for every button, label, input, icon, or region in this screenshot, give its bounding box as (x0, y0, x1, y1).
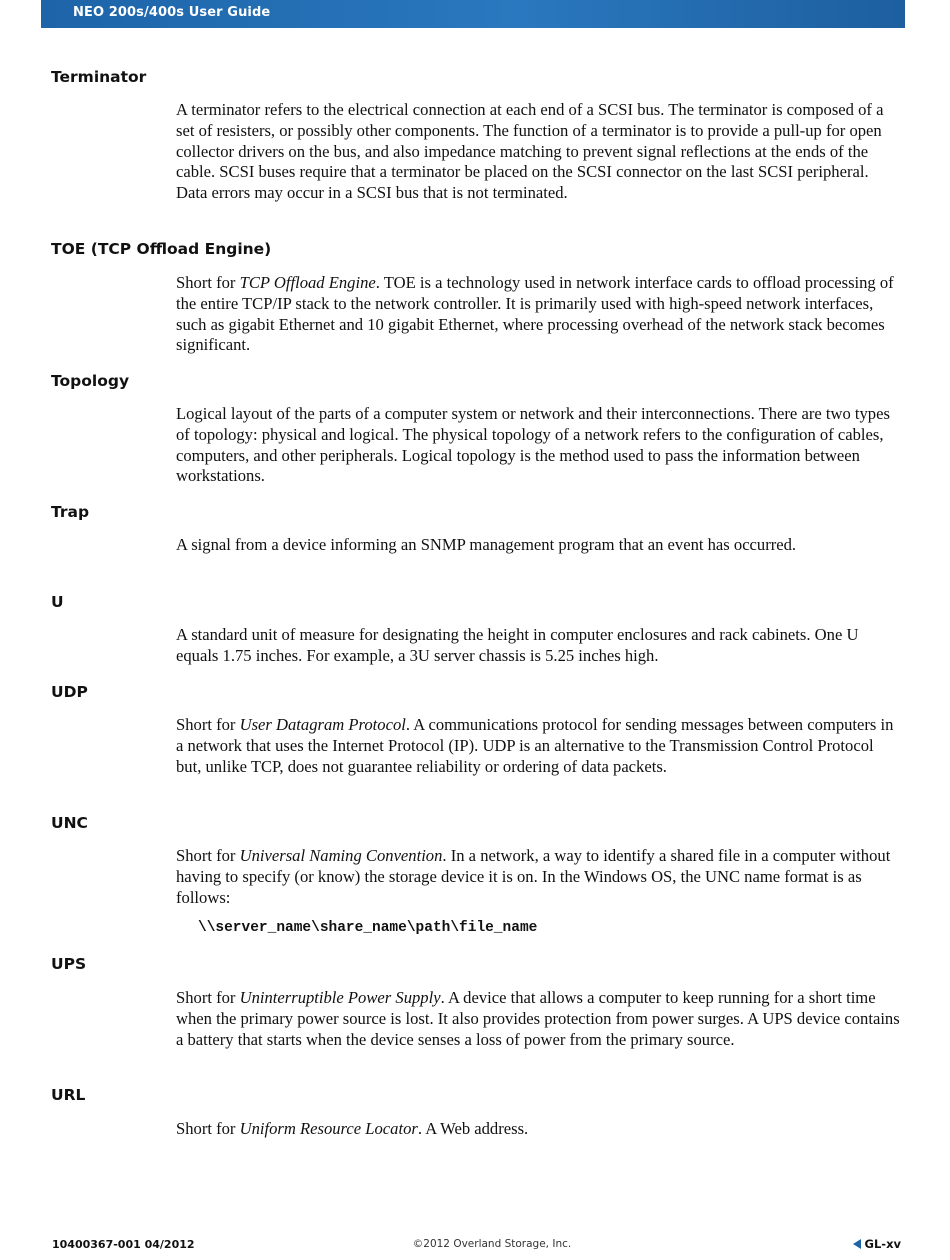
unc-format-example: \\server_name\share_name\path\file_name (198, 920, 538, 936)
definition-emphasis: Uniform Resource Locator (239, 1119, 418, 1138)
glossary-definition: A standard unit of measure for designating the height in computer enclosures and rack cabinets. One U equals 1.75 inches. For example, a 3U server chassis is 5.25 inches high. (176, 625, 859, 665)
definition-emphasis: TCP Offload Engine (239, 273, 376, 292)
document-title: NEO 200s/400s User Guide (73, 5, 271, 20)
definition-emphasis: Uninterruptible Power Supply (239, 988, 441, 1007)
glossary-definition: Short for User Datagram Protocol. A communications protocol for sending messages between computers in a network that uses the Internet Protocol (IP). UDP is an alternative to the Transmission Control Protocol but, unlike TCP, does not guarantee reliability or ordering of data packets. (176, 715, 894, 776)
page-number: GL-xv (853, 1237, 901, 1251)
glossary-term: TOE (TCP Offload Engine) (51, 240, 272, 258)
triangle-left-icon (853, 1239, 861, 1249)
glossary-definition: Logical layout of the parts of a computer system or network and their interconnections. There are two types of topology: physical and logical. The physical topology of a network refers to the configuration of cables, computers, and other peripherals. Logical topology is the method used to pass the information between workstations. (176, 404, 890, 486)
header-bar (41, 0, 905, 28)
glossary-definition: Short for TCP Offload Engine. TOE is a technology used in network interface cards to offload processing of the entire TCP/IP stack to the network controller. It is primarily used with high-speed network interfaces, such as gigabit Ethernet and 10 gigabit Ethernet, where processing overhead of the network stack becomes significant. (176, 273, 894, 355)
glossary-term: UPS (51, 955, 87, 973)
glossary-term: U (51, 593, 64, 611)
glossary-definition: Short for Uniform Resource Locator. A Web address. (176, 1119, 529, 1138)
glossary-term: URL (51, 1086, 86, 1104)
glossary-term: Topology (51, 372, 130, 390)
definition-emphasis: User Datagram Protocol (239, 715, 406, 734)
copyright: ©2012 Overland Storage, Inc. (412, 1238, 572, 1250)
definition-emphasis: Universal Naming Convention (239, 846, 443, 865)
glossary-term: Terminator (51, 68, 147, 86)
glossary-term: UNC (51, 814, 88, 832)
glossary-definition: Short for Uninterruptible Power Supply. A device that allows a computer to keep running for a short time when the primary power source is lost. It also provides protection from power surges. A UPS device contains a battery that starts when the device senses a loss of power from the primary source. (176, 988, 900, 1049)
document-id: 10400367-001 04/2012 (52, 1238, 195, 1251)
glossary-term: Trap (51, 503, 90, 521)
glossary-definition: Short for Universal Naming Convention. In a network, a way to identify a shared file in a computer without having to specify (or know) the storage device it is on. In the Windows OS, the UNC name format is as follows: (176, 846, 891, 907)
glossary-definition: A terminator refers to the electrical connection at each end of a SCSI bus. The terminator is composed of a set of resisters, or possibly other components. The function of a terminator is to provide a pull-up for open collector drivers on the bus, and also impedance matching to prevent signal reflections at the ends of the cable. SCSI buses require that a terminator be placed on the SCSI connector on the last SCSI peripheral. Data errors may occur in a SCSI bus that is not terminated. (176, 100, 884, 203)
glossary-term: UDP (51, 683, 88, 701)
glossary-definition: A signal from a device informing an SNMP management program that an event has occurred. (176, 535, 797, 554)
